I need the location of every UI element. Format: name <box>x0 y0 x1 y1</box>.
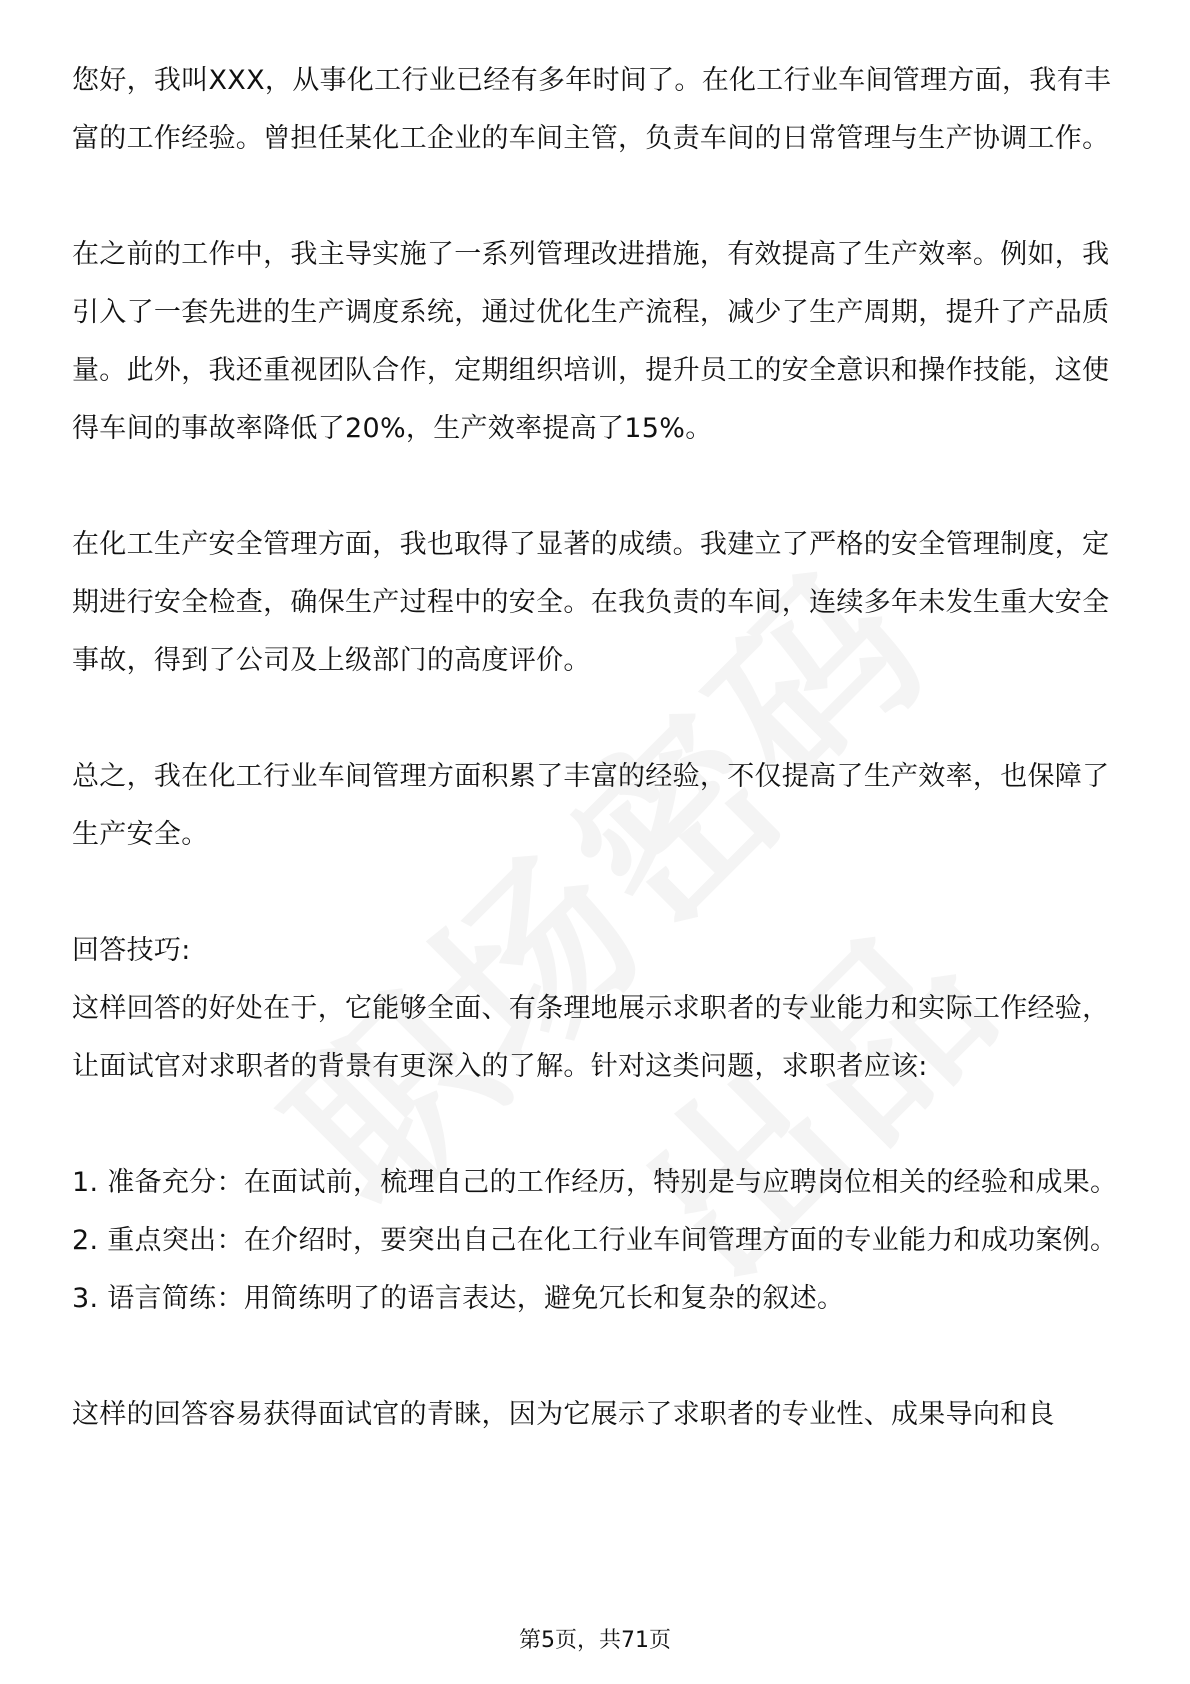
page-number-footer: 第5页，共71页 <box>519 1628 671 1653</box>
paragraph-spacer <box>72 1096 1122 1154</box>
tips-heading: 回答技巧: <box>72 935 191 966</box>
paragraph-intro: 您好，我叫XXX，从事化工行业已经有多年时间了。在化工行业车间管理方面，我有丰富的工作经验。曾担任某化工企业的车间主管，负责车间的日常管理与生产协调工作。 <box>72 65 1112 154</box>
document-body <box>72 52 1122 1444</box>
tip-item-3: 3. 语言简练：用简练明了的语言表达，避免冗长和复杂的叙述。 <box>72 1283 845 1314</box>
paragraph-summary: 总之，我在化工行业车间管理方面积累了丰富的经验，不仅提高了生产效率，也保障了生产安全。 <box>72 761 1110 850</box>
paragraph-closing: 这样的回答容易获得面试官的青睐，因为它展示了求职者的专业性、成果导向和良 <box>72 1399 1055 1430</box>
paragraph-spacer <box>72 458 1122 516</box>
paragraph-spacer <box>72 1328 1122 1386</box>
tip-item-1: 1. 准备充分：在面试前，梳理自己的工作经历，特别是与应聘岗位相关的经验和成果。 <box>72 1167 1118 1198</box>
paragraph-safety-management: 在化工生产安全管理方面，我也取得了显著的成绩。我建立了严格的安全管理制度，定期进行安全检查，确保生产过程中的安全。在我负责的车间，连续多年未发生重大安全事故，得到了公司及上级部门的高度评价。 <box>72 529 1110 676</box>
paragraph-tips-intro: 这样回答的好处在于，它能够全面、有条理地展示求职者的专业能力和实际工作经验，让面试官对求职者的背景有更深入的了解。针对这类问题，求职者应该: <box>72 993 1110 1082</box>
paragraph-spacer <box>72 690 1122 748</box>
paragraph-management-improvements: 在之前的工作中，我主导实施了一系列管理改进措施，有效提高了生产效率。例如，我引入了一套先进的生产调度系统，通过优化生产流程，减少了生产周期，提升了产品质量。此外，我还重视团队合作，定期组织培训，提升员工的安全意识和操作技能，这使得车间的事故率降低了20%，生产效率提高了15%。 <box>72 239 1110 444</box>
paragraph-spacer <box>72 168 1122 226</box>
paragraph-spacer <box>72 864 1122 922</box>
tip-item-2: 2. 重点突出：在介绍时，要突出自己在化工行业车间管理方面的专业能力和成功案例。 <box>72 1225 1118 1256</box>
